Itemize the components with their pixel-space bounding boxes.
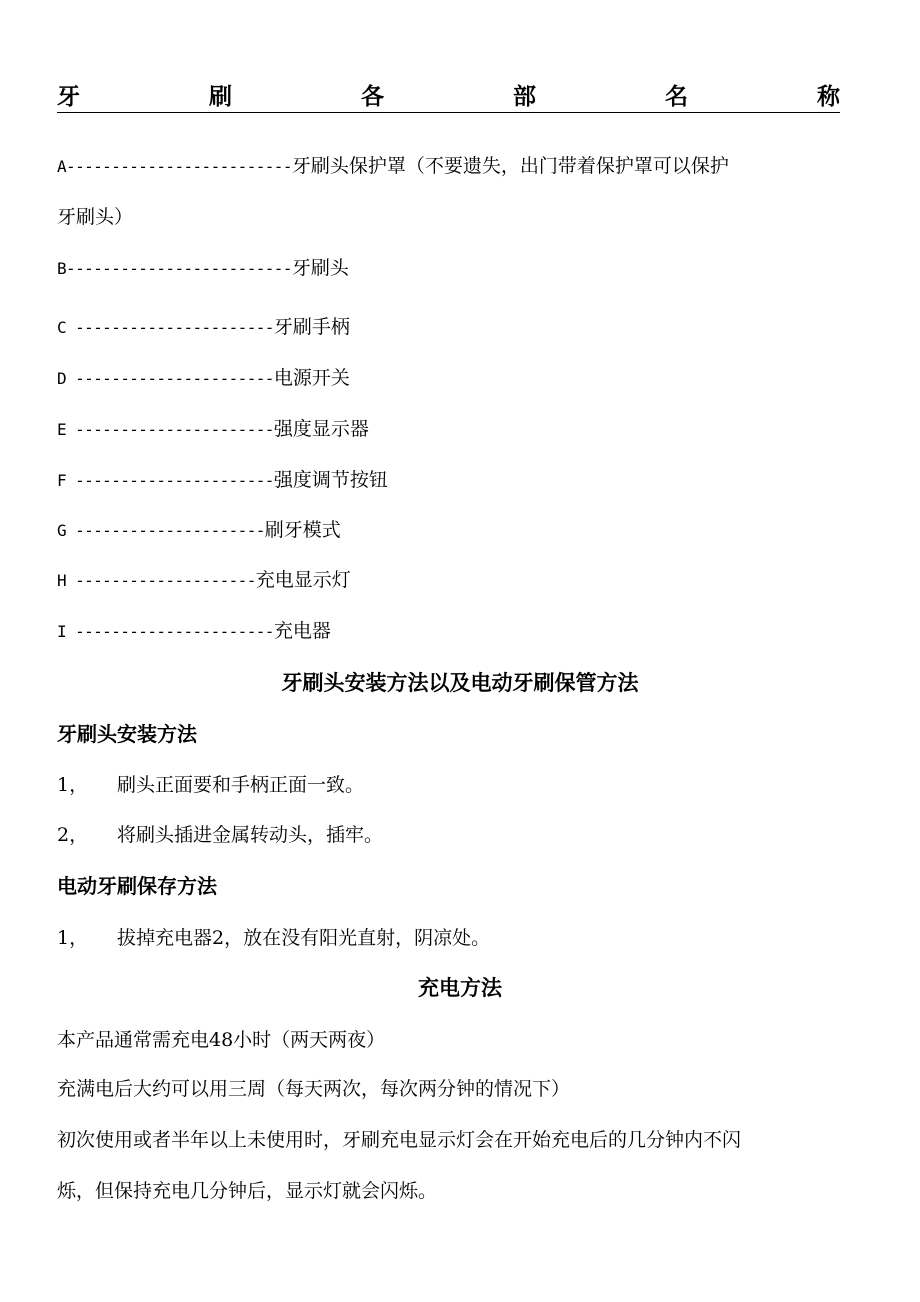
charging-title: 充电方法 [418, 976, 502, 1000]
part-letter: F [57, 471, 67, 490]
install-storage-section-title: 牙刷头安装方法以及电动牙刷保管方法 [281, 671, 639, 695]
part-line-i [57, 617, 331, 646]
part-line-b [57, 254, 349, 283]
part-line-f [57, 466, 388, 495]
step-text: 拔掉充电器2，放在没有阳光直射，阴凉处。 [117, 927, 491, 949]
part-line-e [57, 415, 369, 444]
storage-heading: 电动牙刷保存方法 [57, 874, 217, 898]
part-line-a-continued [57, 203, 133, 231]
step-text: 刷头正面要和手柄正面一致。 [117, 774, 365, 796]
part-name: 充电器 [273, 620, 331, 642]
part-letter: H [57, 571, 67, 590]
part-line-c [57, 313, 350, 342]
charging-line-1: 本产品通常需充电48小时（两天两夜） [57, 1029, 386, 1051]
title-char: 名 [665, 83, 688, 110]
part-dashes: -------------------- [66, 571, 256, 590]
part-dashes: ---------------------- [66, 622, 274, 641]
part-name: 牙刷头保护罩（不要遗失，出门带着保护罩可以保护 [291, 155, 729, 177]
step-number: 1， [57, 927, 89, 949]
part-name: 刷牙模式 [264, 519, 341, 541]
part-name: 牙刷头） [57, 206, 134, 228]
step-text: 将刷头插进金属转动头，插牢。 [117, 824, 384, 846]
parts-title [57, 78, 840, 113]
part-letter: A [57, 157, 67, 176]
install-step-2 [57, 821, 383, 849]
title-char: 部 [513, 83, 536, 110]
charging-line-4: 烁，但保持充电几分钟后，显示灯就会闪烁。 [57, 1180, 438, 1202]
part-name: 强度调节按钮 [273, 469, 388, 491]
step-number: 1， [57, 774, 89, 796]
part-letter: C [57, 318, 67, 337]
part-name: 充电显示灯 [255, 569, 351, 591]
title-char: 各 [361, 83, 384, 110]
charging-line-2: 充满电后大约可以用三周（每天两次，每次两分钟的情况下） [57, 1078, 571, 1100]
part-letter: E [57, 420, 67, 439]
part-name: 牙刷头 [291, 257, 349, 279]
title-char: 刷 [209, 83, 232, 110]
part-letter: D [57, 369, 67, 388]
part-dashes: ---------------------- [66, 471, 274, 490]
part-letter: G [57, 521, 67, 540]
part-name: 牙刷手柄 [273, 316, 350, 338]
part-dashes: ---------------------- [66, 420, 274, 439]
install-step-1 [57, 771, 364, 799]
part-line-a [57, 152, 729, 181]
part-letter: B [57, 259, 67, 278]
part-dashes: ---------------------- [66, 318, 274, 337]
install-heading: 牙刷头安装方法 [57, 722, 197, 746]
part-name: 电源开关 [273, 367, 350, 389]
step-number: 2， [57, 824, 89, 846]
part-line-g [57, 516, 341, 545]
charging-line-3: 初次使用或者半年以上未使用时，牙刷充电显示灯会在开始充电后的几分钟内不闪 [57, 1129, 742, 1151]
part-line-h [57, 566, 351, 595]
part-dashes: ---------------------- [66, 369, 274, 388]
part-dashes: --------------------- [66, 521, 265, 540]
part-dashes: ------------------------- [66, 157, 292, 176]
part-name: 强度显示器 [273, 418, 369, 440]
part-dashes: ------------------------- [66, 259, 292, 278]
title-char: 称 [817, 83, 840, 110]
storage-step-1 [57, 924, 490, 952]
title-char: 牙 [57, 83, 80, 110]
part-line-d [57, 364, 350, 393]
part-letter: I [57, 622, 67, 641]
